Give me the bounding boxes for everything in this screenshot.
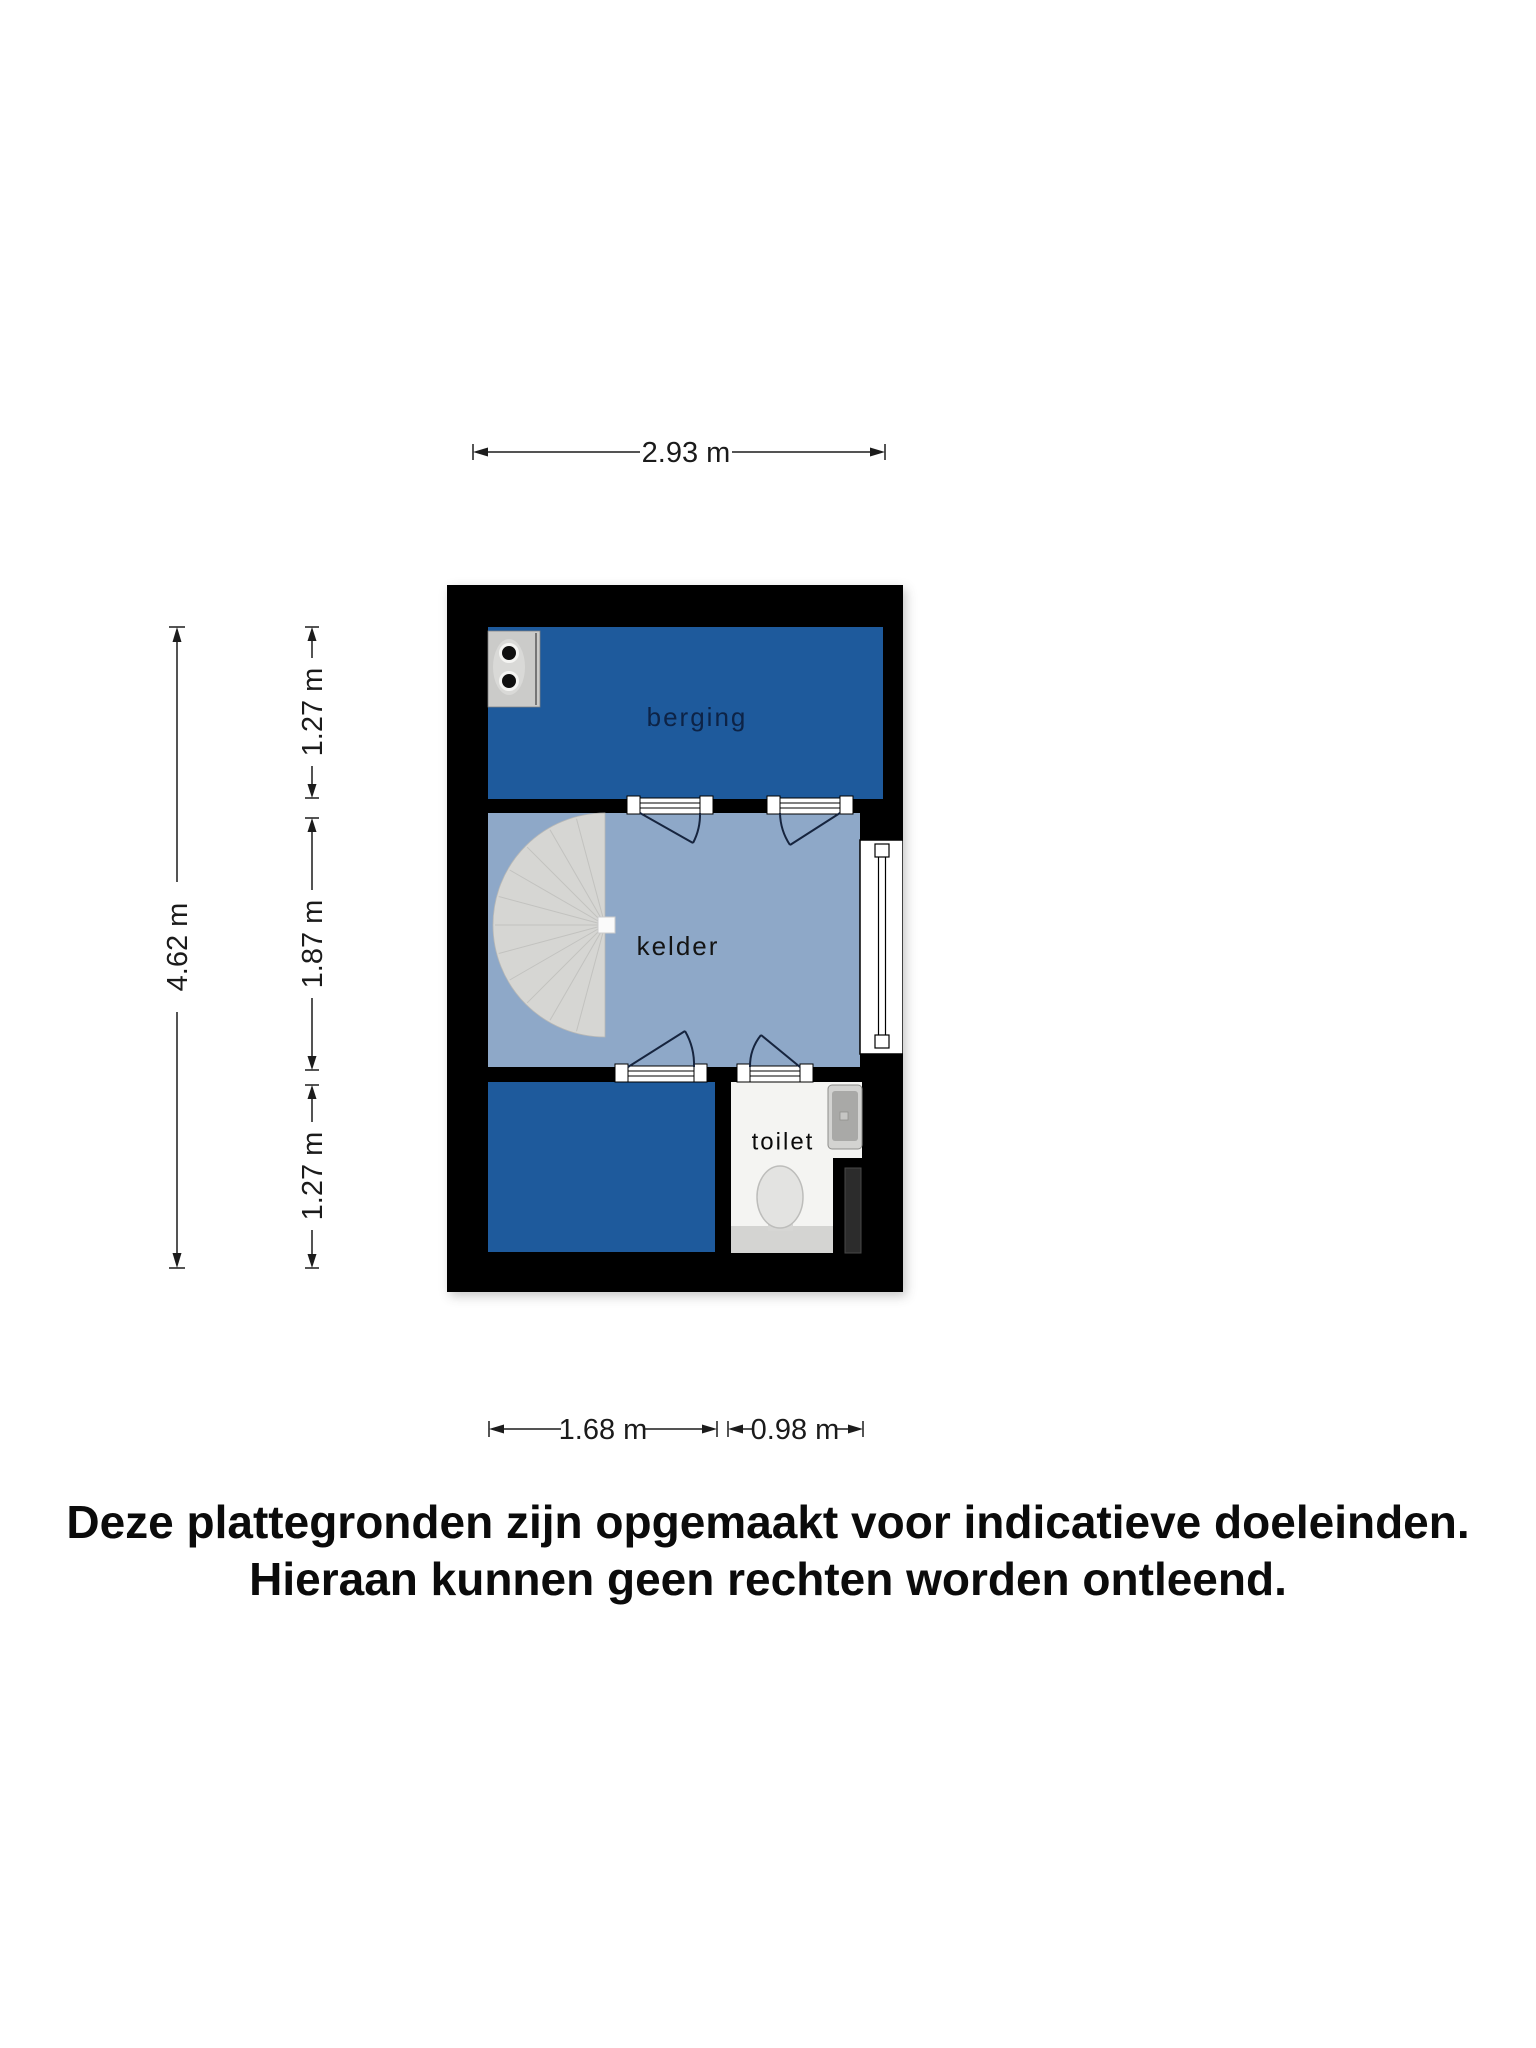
dim-label-bottom-seg2: 0.98 m xyxy=(750,1414,840,1446)
dim-label-top-width: 2.93 m xyxy=(641,437,731,469)
svg-text:1.87 m: 1.87 m xyxy=(297,899,329,989)
disclaimer-line1: Deze plattegronden zijn opgemaakt voor indicatieve doeleinden. xyxy=(66,1496,1470,1548)
dim-label-bottom-seg1: 1.68 m xyxy=(558,1414,648,1446)
svg-text:1.27 m: 1.27 m xyxy=(297,667,329,757)
dim-label-left-seg1 xyxy=(296,658,329,766)
dim-label-left-total xyxy=(160,882,194,1012)
svg-text:1.27 m: 1.27 m xyxy=(297,1131,329,1221)
dim-label-left-seg3 xyxy=(296,1122,329,1230)
room-label-toilet: toilet xyxy=(751,1128,815,1156)
disclaimer-line2: Hieraan kunnen geen rechten worden ontleend. xyxy=(249,1553,1287,1605)
room-label-kelder: kelder xyxy=(636,931,720,961)
room-label-berging: berging xyxy=(646,702,748,732)
disclaimer xyxy=(0,1494,1536,1608)
svg-text:4.62 m: 4.62 m xyxy=(162,902,194,992)
dim-label-left-seg2 xyxy=(296,890,329,998)
